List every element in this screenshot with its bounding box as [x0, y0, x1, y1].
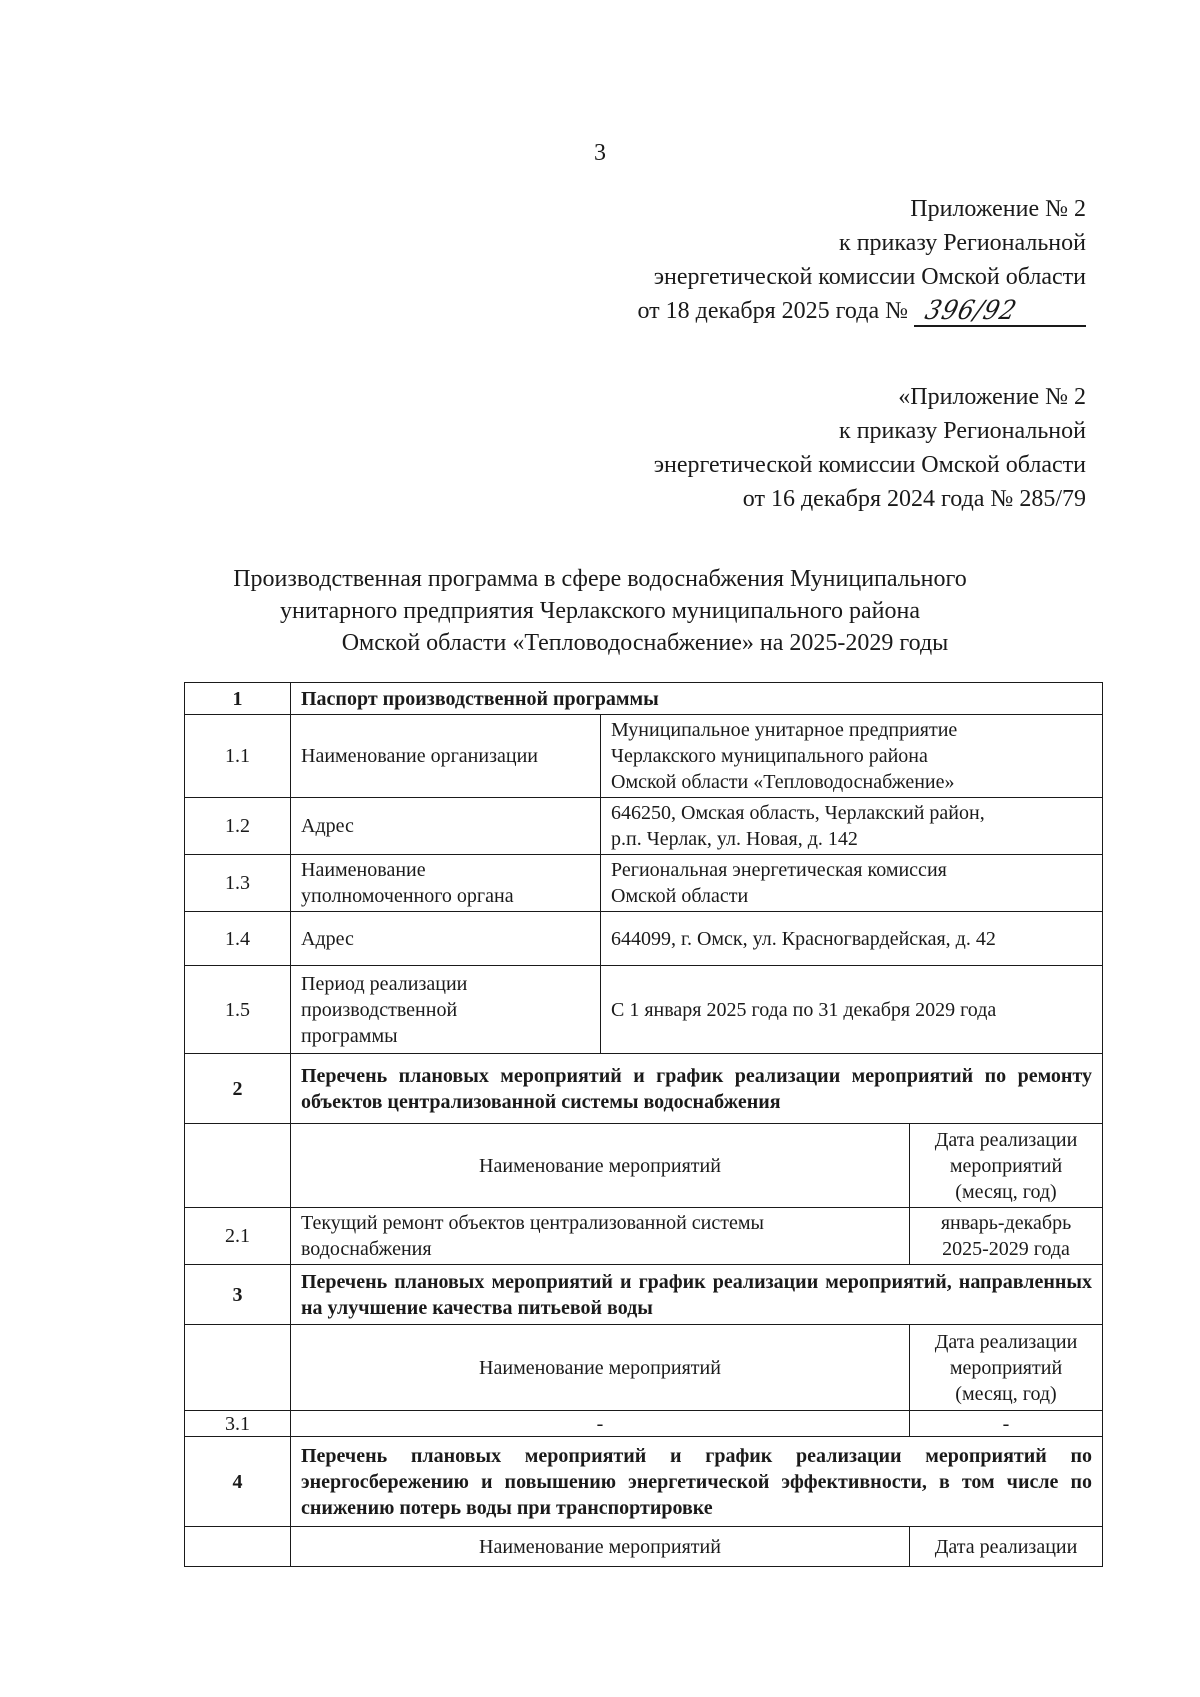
row-label: Адрес [291, 912, 601, 966]
value-line: Черлакского муниципального района [611, 745, 928, 767]
appendix-line: энергетической комиссии Омской области [653, 264, 1086, 290]
table-row [185, 1411, 1103, 1437]
row-value [601, 855, 1103, 912]
column-header-date: Дата реализации [910, 1527, 1103, 1567]
date-header-line: (месяц, год) [955, 1180, 1057, 1203]
value-line: Муниципальное унитарное предприятие [611, 719, 958, 741]
table-row [185, 798, 1103, 855]
date-header-line: Дата реализации [934, 1330, 1078, 1353]
row-number: 2.1 [185, 1208, 291, 1265]
label-line: уполномоченного органа [301, 885, 514, 907]
handwritten-number-text: 396/92 [922, 294, 1021, 326]
section-number: 2 [185, 1054, 291, 1124]
table-row [185, 1208, 1103, 1265]
date-header-line: мероприятий [949, 1154, 1063, 1177]
empty-cell [185, 1325, 291, 1411]
row-number: 1.3 [185, 855, 291, 912]
appendix-line: энергетической комиссии Омской области [653, 452, 1086, 478]
column-header-date [910, 1325, 1103, 1411]
column-header-name: Наименование мероприятий [291, 1527, 910, 1567]
page-number: 3 [594, 140, 606, 166]
title-line: Производственная программа в сфере водоснабжения Муниципального [233, 566, 967, 592]
date-line: январь-декабрь [940, 1212, 1072, 1234]
column-header-row [185, 1527, 1103, 1567]
row-label [291, 855, 601, 912]
label-line: программы [301, 1024, 398, 1047]
value-line: Омской области [611, 885, 749, 907]
row-value [601, 715, 1103, 798]
date-header-line: Дата реализации [934, 1128, 1078, 1151]
row-number: 1.5 [185, 966, 291, 1054]
date-header-line: (месяц, год) [955, 1382, 1057, 1405]
empty-cell [185, 1527, 291, 1567]
appendix-line: Приложение № 2 [910, 196, 1086, 222]
activity-date [910, 1208, 1103, 1265]
program-table [184, 682, 1103, 1567]
document-title [0, 563, 1200, 659]
column-header-name: Наименование мероприятий [291, 1325, 910, 1411]
title-line: Омской области «Тепловодоснабжение» на 2025-2029 годы [341, 630, 949, 656]
appendix-previous [654, 380, 1086, 516]
title-line: унитарного предприятия Черлакского муниципального района [280, 598, 920, 624]
appendix-line: к приказу Региональной [839, 230, 1086, 256]
row-value: 644099, г. Омск, ул. Красногвардейская, д. 42 [601, 912, 1103, 966]
label-line: Период реализации [301, 972, 468, 995]
section-header-row [185, 1437, 1103, 1527]
section-title: Перечень плановых мероприятий и график реализации мероприятий, направленных на улучшение качества питьевой воды [291, 1265, 1103, 1325]
row-number: 1.1 [185, 715, 291, 798]
column-header-name: Наименование мероприятий [291, 1124, 910, 1208]
row-number: 1.4 [185, 912, 291, 966]
date-header-line: мероприятий [949, 1356, 1063, 1379]
section-header-row [185, 683, 1103, 715]
section-number: 3 [185, 1265, 291, 1325]
column-header-row [185, 1124, 1103, 1208]
section-title: Перечень плановых мероприятий и график реализации мероприятий по энергосбережению и повышению энергетической эффективности, в том числе по снижению потерь воды при транспортировке [291, 1437, 1103, 1527]
section-number: 4 [185, 1437, 291, 1527]
row-number: 1.2 [185, 798, 291, 855]
appendix-date-prefix: от 18 декабря 2025 года № [637, 298, 908, 324]
section-header-row [185, 1054, 1103, 1124]
appendix-line: «Приложение № 2 [898, 384, 1086, 410]
appendix-current [637, 192, 1086, 328]
table-row [185, 966, 1103, 1054]
row-value [601, 798, 1103, 855]
empty-cell [185, 1124, 291, 1208]
activity-line: Текущий ремонт объектов централизованной системы [301, 1212, 764, 1234]
appendix-line: к приказу Региональной [839, 418, 1086, 444]
table-row [185, 855, 1103, 912]
activity-line: водоснабжения [301, 1238, 432, 1260]
section-number: 1 [185, 683, 291, 715]
row-label: Наименование организации [291, 715, 601, 798]
section-title: Паспорт производственной программы [291, 683, 1103, 715]
table-row [185, 912, 1103, 966]
column-header-row [185, 1325, 1103, 1411]
table-row [185, 715, 1103, 798]
row-number: 3.1 [185, 1411, 291, 1437]
label-line: Наименование [301, 859, 426, 881]
row-label [291, 966, 601, 1054]
label-line: производственной [301, 998, 458, 1021]
value-line: р.п. Черлак, ул. Новая, д. 142 [611, 828, 858, 850]
appendix-date-line [637, 294, 1086, 328]
activity-date: - [910, 1411, 1103, 1437]
activity-name [291, 1208, 910, 1265]
date-line: 2025-2029 года [942, 1238, 1070, 1260]
appendix-line: от 16 декабря 2024 года № 285/79 [742, 486, 1086, 512]
handwritten-order-number [914, 295, 1086, 327]
activity-name: - [291, 1411, 910, 1437]
row-label: Адрес [291, 798, 601, 855]
value-line: Омской области «Тепловодоснабжение» [611, 771, 955, 793]
column-header-date [910, 1124, 1103, 1208]
value-line: Региональная энергетическая комиссия [611, 859, 947, 881]
section-title: Перечень плановых мероприятий и график реализации мероприятий по ремонту объектов централизованной системы водоснабжения [291, 1054, 1103, 1124]
row-value: С 1 января 2025 года по 31 декабря 2029 года [601, 966, 1103, 1054]
value-line: 646250, Омская область, Черлакский район, [611, 802, 985, 824]
section-header-row [185, 1265, 1103, 1325]
